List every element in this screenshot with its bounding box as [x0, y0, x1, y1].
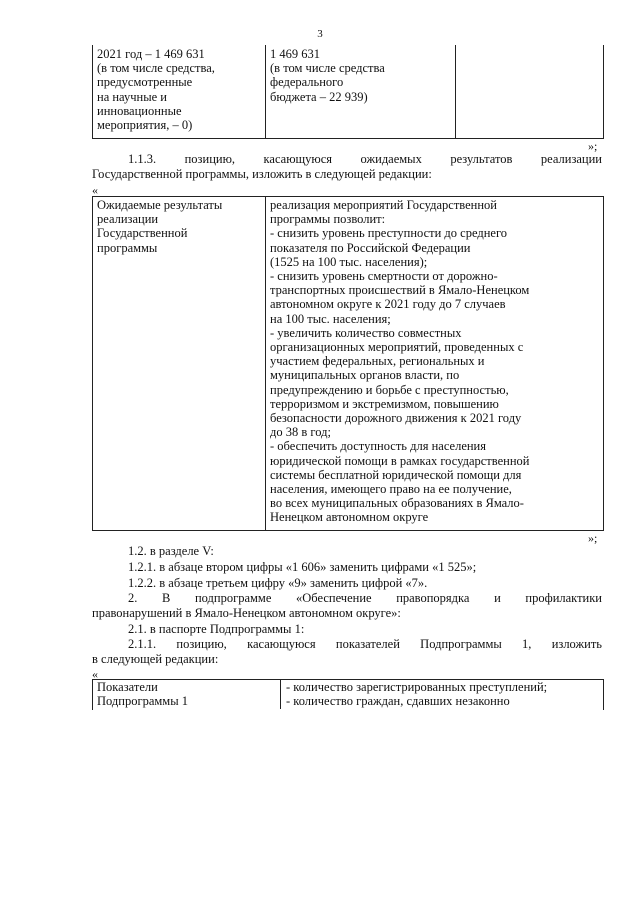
cell-line: системы бесплатной юридической помощи для	[270, 467, 522, 482]
table3-right	[286, 680, 547, 708]
cell-line: программы позволит:	[270, 212, 386, 227]
cell-line: муниципальных органов власти, по	[270, 368, 460, 383]
cell-line: реализации	[97, 212, 159, 227]
cell-line: автономном округе к 2021 году до 7 случаев	[270, 297, 506, 312]
cell-line: 1 469 631	[270, 47, 320, 61]
paragraph-1-1-3: 1.1.3. позицию, касающуюся ожидаемых результатов реализации	[128, 152, 602, 166]
cell-line: на научные и	[97, 89, 167, 104]
item-2-1-1: 2.1.1. позицию, касающуюся показателей Подпрограммы 1, изложить	[128, 637, 602, 651]
cell-line: программы	[97, 240, 158, 255]
table-divider	[455, 45, 456, 139]
closing-quote: »;	[588, 531, 598, 545]
cell-line: - количество граждан, сдавших незаконно	[286, 694, 510, 709]
cell-line: показателя по Российской Федерации	[270, 240, 471, 255]
cell-line: терроризмом и экстремизмом, повышению	[270, 396, 499, 411]
table-divider	[280, 679, 281, 709]
cell-line: Ненецком автономном округе	[270, 510, 429, 525]
cell-line: бюджета – 22 939)	[270, 89, 368, 104]
item-1-2: 1.2. в разделе V:	[128, 544, 214, 558]
cell-line: транспортных происшествий в Ямало-Ненецком	[270, 283, 530, 298]
cell-line: (в том числе средства,	[97, 61, 215, 76]
item-2-1-1-cont: в следующей редакции:	[92, 652, 219, 666]
cell-line: участием федеральных, региональных и	[270, 354, 485, 369]
cell-line: Показатели	[97, 680, 158, 694]
cell-line: предусмотренные	[97, 75, 193, 90]
cell-line: организационных мероприятий, проведенных с	[270, 340, 524, 355]
cell-line: безопасности дорожного движения к 2021 году	[270, 411, 522, 426]
paragraph-1-1-3-cont: Государственной программы, изложить в следующей редакции:	[92, 167, 432, 181]
cell-line: во всех муниципальных образованиях в Ямало-	[270, 496, 524, 511]
cell-line: населения, имеющего право на ее получение,	[270, 482, 512, 497]
cell-line: - обеспечить доступность для населения	[270, 439, 486, 454]
cell-line: реализация мероприятий Государственной	[270, 198, 497, 212]
opening-quote: «	[92, 667, 98, 681]
cell-line: предупреждению и борьбе с преступностью,	[270, 382, 509, 397]
cell-line: - снизить уровень смертности от дорожно-	[270, 269, 498, 284]
item-2-cont: правонарушений в Ямало-Ненецком автономном округе»:	[92, 606, 401, 620]
cell-line: мероприятия, – 0)	[97, 118, 193, 133]
opening-quote: «	[92, 183, 98, 197]
item-1-2-2: 1.2.2. в абзаце третьем цифру «9» заменить цифрой «7».	[128, 576, 428, 590]
cell-line: федерального	[270, 75, 344, 90]
cell-line: на 100 тыс. населения;	[270, 311, 391, 326]
table3-left	[97, 680, 188, 708]
cell-line: - снизить уровень преступности до среднего	[270, 226, 508, 241]
table2-right	[270, 198, 529, 525]
cell-line: (в том числе средства	[270, 61, 385, 76]
cell-line: Ожидаемые результаты	[97, 198, 223, 212]
cell-line: - количество зарегистрированных преступлений;	[286, 680, 548, 694]
cell-line: (1525 на 100 тыс. населения);	[270, 254, 428, 269]
cell-line: юридической помощи в рамках государственной	[270, 453, 530, 468]
table1-col2	[270, 47, 385, 104]
cell-line: 2021 год – 1 469 631	[97, 47, 205, 61]
page-number: 3	[317, 28, 323, 40]
item-1-2-1: 1.2.1. в абзаце втором цифры «1 606» заменить цифрами «1 525»;	[128, 560, 477, 574]
item-2-1: 2.1. в паспорте Подпрограммы 1:	[128, 622, 305, 636]
cell-line: Подпрограммы 1	[97, 694, 188, 709]
cell-line: до 38 в год;	[270, 425, 331, 440]
table1-col1	[97, 47, 215, 132]
table2-left	[97, 198, 222, 255]
item-2: 2. В подпрограмме «Обеспечение правопорядка и профилактики	[128, 591, 602, 605]
cell-line: инновационные	[97, 103, 182, 118]
cell-line: - увеличить количество совместных	[270, 325, 462, 340]
cell-line: Государственной	[97, 226, 188, 241]
closing-quote: »;	[588, 139, 598, 153]
table-divider	[265, 196, 266, 530]
table-divider	[265, 45, 266, 139]
